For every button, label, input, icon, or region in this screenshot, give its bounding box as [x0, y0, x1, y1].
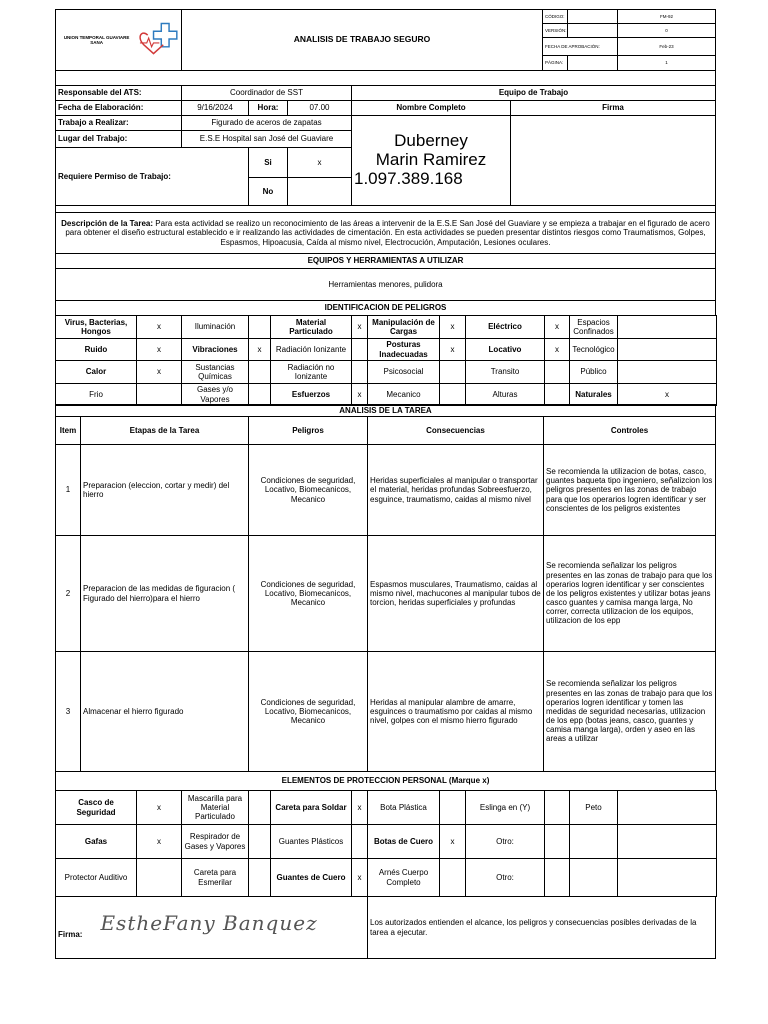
hora-label: Hora:: [248, 100, 288, 116]
task-row-consecuencias: Heridas superficiales al manipular o transportar el material, heridas profundas Sobreesfuerzo, esguince, traumatismo, caidas al mismo nivel: [367, 444, 544, 536]
epp-label-cell: Casco de Seguridad: [55, 790, 137, 825]
hazard-label-cell: Espacios Confinados: [569, 315, 618, 339]
hazard-label-cell: Vibraciones: [181, 338, 249, 361]
epp-label-cell: Guantes Plásticos: [270, 824, 352, 859]
hazard-label-cell: Iluminación: [181, 315, 249, 339]
epp-label-cell: Gafas: [55, 824, 137, 859]
epp-label-cell: Careta para Soldar: [270, 790, 352, 825]
hora-value: 07.00: [287, 100, 352, 116]
hazard-mark-cell[interactable]: [439, 360, 466, 384]
hazard-mark-cell[interactable]: x: [351, 315, 368, 339]
epp-label-cell: [569, 824, 618, 859]
hazard-mark-cell[interactable]: [617, 338, 717, 361]
meta-blank: [567, 55, 618, 71]
hazard-label-cell: Virus, Bacterias, Hongos: [55, 315, 137, 339]
hazard-label-cell: Naturales: [569, 383, 618, 406]
logo-cell: [55, 9, 182, 71]
equipo-trabajo-title: Equipo de Trabajo: [351, 85, 716, 101]
fecha-label: Fecha de Elaboración:: [55, 100, 182, 116]
epp-label-cell: [569, 858, 618, 897]
lugar-value: E.S.E Hospital san José del Guaviare: [181, 130, 352, 148]
hazard-mark-cell[interactable]: x: [439, 338, 466, 361]
hazard-label-cell: Calor: [55, 360, 137, 384]
hazard-mark-cell[interactable]: [351, 338, 368, 361]
epp-label-cell: Respirador de Gases y Vapores: [181, 824, 249, 859]
epp-label-cell: Mascarilla para Material Particulado: [181, 790, 249, 825]
hazard-label-cell: Esfuerzos: [270, 383, 352, 406]
descripcion-cell: [55, 212, 716, 254]
trabajo-label: Trabajo a Realizar:: [55, 115, 182, 131]
epp-label-cell: Arnés Cuerpo Completo: [367, 858, 440, 897]
analisis-title: ANALISIS DE LA TAREA: [55, 404, 716, 417]
firma-header: Firma: [510, 100, 716, 116]
epp-mark-cell[interactable]: [544, 790, 570, 825]
meta-label-version: VERSIÓN:: [542, 23, 568, 38]
col-header-etapas: Etapas de la Tarea: [80, 416, 249, 445]
nombre-completo-header: Nombre Completo: [351, 100, 511, 116]
epp-label-cell: Botas de Cuero: [367, 824, 440, 859]
hazard-label-cell: Frio: [55, 383, 137, 406]
task-row-etapa: Preparacion (eleccion, cortar y medir) del hierro: [80, 444, 249, 536]
epp-mark-cell[interactable]: x: [351, 858, 368, 897]
permiso-si-label: Si: [248, 147, 288, 178]
epp-mark-cell[interactable]: x: [136, 824, 182, 859]
hazard-mark-cell[interactable]: x: [351, 383, 368, 406]
permiso-no-mark[interactable]: [287, 177, 352, 206]
worker-id: 1.097.389.168: [354, 168, 463, 188]
epp-mark-cell[interactable]: [136, 858, 182, 897]
epp-mark-cell[interactable]: [439, 858, 466, 897]
spacer-row: [55, 70, 716, 86]
hazard-mark-cell[interactable]: x: [136, 338, 182, 361]
meta-value-version: 0: [617, 23, 716, 38]
handwritten-signature[interactable]: EstheFany Banquez: [100, 911, 318, 935]
epp-mark-cell[interactable]: [544, 858, 570, 897]
firma-statement: Los autorizados entienden el alcance, los peligros y consecuencias posibles derivadas de la tarea a ejecutar.: [367, 896, 716, 959]
meta-value-pagina: 1: [617, 55, 716, 71]
epp-mark-cell[interactable]: [248, 858, 271, 897]
epp-mark-cell[interactable]: [617, 790, 717, 825]
epp-label-cell: Guantes de Cuero: [270, 858, 352, 897]
worker-cell: [351, 115, 511, 206]
meta-value-fecha-aprobacion: Feb-23: [617, 37, 716, 56]
firma-cell: [55, 896, 368, 959]
hazard-label-cell: Gases y/o Vapores: [181, 383, 249, 406]
task-row-peligros: Condiciones de seguridad, Locativo, Biomecanicos, Mecanico: [248, 444, 368, 536]
equipos-title: EQUIPOS Y HERRAMIENTAS A UTILIZAR: [55, 253, 716, 269]
permiso-label: Requiere Permiso de Trabajo:: [55, 147, 249, 206]
form-title: ANALISIS DE TRABAJO SEGURO: [181, 9, 543, 71]
permiso-si-mark[interactable]: x: [287, 147, 352, 178]
epp-mark-cell[interactable]: [248, 790, 271, 825]
task-row-etapa: Preparacion de las medidas de figuracion ( Figurado del hierro)para el hierro: [80, 535, 249, 652]
hazard-mark-cell[interactable]: x: [617, 383, 717, 406]
col-header-item: Item: [55, 416, 81, 445]
hazard-label-cell: Material Particulado: [270, 315, 352, 339]
epp-mark-cell[interactable]: [439, 790, 466, 825]
hazard-label-cell: Sustancias Químicas: [181, 360, 249, 384]
hazard-mark-cell[interactable]: [544, 360, 570, 384]
heart-cross-logo-icon: [138, 21, 179, 59]
hazard-label-cell: Alturas: [465, 383, 545, 406]
peligros-title: IDENTIFICACION DE PELIGROS: [55, 300, 716, 316]
fecha-value: 9/16/2024: [181, 100, 249, 116]
hazard-label-cell: Transito: [465, 360, 545, 384]
meta-label-codigo: CÓDIGO:: [542, 9, 568, 24]
worker-signature-cell[interactable]: [510, 115, 716, 206]
equipos-value: Herramientas menores, pulidora: [55, 268, 716, 301]
lugar-label: Lugar del Trabajo:: [55, 130, 182, 148]
epp-label-cell: Eslinga en (Y): [465, 790, 545, 825]
hazard-label-cell: Locativo: [465, 338, 545, 361]
epp-label-cell: Otro:: [465, 858, 545, 897]
task-row-item: 3: [55, 651, 81, 772]
task-row-consecuencias: Espasmos musculares, Traumatismo, caidas al mismo nivel, machucones al manipular tubos de torcion, heridas superficiales y profundas: [367, 535, 544, 652]
epp-label-cell: Otro:: [465, 824, 545, 859]
epp-mark-cell[interactable]: [617, 858, 717, 897]
hazard-mark-cell[interactable]: [617, 360, 717, 384]
logo-text: UNION TEMPORAL GUAVIARE SANA: [63, 34, 130, 45]
hazard-label-cell: Posturas Inadecuadas: [367, 338, 440, 361]
hazard-mark-cell[interactable]: [351, 360, 368, 384]
descripcion-label: Descripción de la Tarea:: [61, 218, 154, 228]
hazard-label-cell: Psicosocial: [367, 360, 440, 384]
epp-title: ELEMENTOS DE PROTECCION PERSONAL (Marque x): [55, 771, 716, 791]
meta-label-fecha-aprobacion: FECHA DE APROBACIÓN:: [542, 37, 618, 56]
col-header-controles: Controles: [543, 416, 716, 445]
task-row-peligros: Condiciones de seguridad, Locativo, Biomecanicos, Mecanico: [248, 651, 368, 772]
hazard-label-cell: Manipulación de Cargas: [367, 315, 440, 339]
hazard-mark-cell[interactable]: x: [544, 315, 570, 339]
hazard-label-cell: Público: [569, 360, 618, 384]
epp-label-cell: Careta para Esmerilar: [181, 858, 249, 897]
hazard-mark-cell[interactable]: [248, 383, 271, 406]
meta-blank: [567, 23, 618, 38]
col-header-peligros: Peligros: [248, 416, 368, 445]
task-row-controles: Se recomienda señalizar los peligros presentes en las zonas de trabajo para que los operarios logren identificar y tomen las medidas de seguridad necesarias, utilizacion de los epp (botas jeans, casco, guantes y camisa manga larga), orden y aseo en las areas a utilizar: [543, 651, 716, 772]
col-header-consecuencias: Consecuencias: [367, 416, 544, 445]
epp-mark-cell[interactable]: x: [136, 790, 182, 825]
epp-mark-cell[interactable]: [248, 824, 271, 859]
meta-label-pagina: PÁGINA:: [542, 55, 568, 71]
hazard-mark-cell[interactable]: [136, 383, 182, 406]
task-row-etapa: Almacenar el hierro figurado: [80, 651, 249, 772]
task-row-peligros: Condiciones de seguridad, Locativo, Biomecanicos, Mecanico: [248, 535, 368, 652]
hazard-mark-cell[interactable]: x: [544, 338, 570, 361]
epp-mark-cell[interactable]: [351, 824, 368, 859]
hazard-label-cell: Tecnológico: [569, 338, 618, 361]
hazard-label-cell: Ruido: [55, 338, 137, 361]
epp-mark-cell[interactable]: x: [439, 824, 466, 859]
hazard-mark-cell[interactable]: [248, 315, 271, 339]
task-row-consecuencias: Heridas al manipular alambre de amarre, esguinces o traumatismo por caidas al mismo nivel, golpes con el mismo hierro figurado: [367, 651, 544, 772]
hazard-mark-cell[interactable]: [248, 360, 271, 384]
task-row-item: 1: [55, 444, 81, 536]
trabajo-value: Figurado de aceros de zapatas: [181, 115, 352, 131]
meta-value-codigo: FM-92: [617, 9, 716, 24]
epp-label-cell: Bota Plástica: [367, 790, 440, 825]
responsable-label: Responsable del ATS:: [55, 85, 182, 101]
hazard-mark-cell[interactable]: x: [439, 315, 466, 339]
task-row-item: 2: [55, 535, 81, 652]
permiso-no-label: No: [248, 177, 288, 206]
hazard-mark-cell[interactable]: x: [248, 338, 271, 361]
hazard-mark-cell[interactable]: [617, 315, 717, 339]
hazard-mark-cell[interactable]: [439, 383, 466, 406]
firma-label: Firma:: [58, 929, 83, 939]
hazard-mark-cell[interactable]: x: [136, 360, 182, 384]
hazard-label-cell: Radiación Ionizante: [270, 338, 352, 361]
epp-mark-cell[interactable]: [544, 824, 570, 859]
hazard-label-cell: Eléctrico: [465, 315, 545, 339]
epp-mark-cell[interactable]: [617, 824, 717, 859]
epp-label-cell: Protector Auditivo: [55, 858, 137, 897]
meta-blank: [567, 9, 618, 24]
task-row-controles: Se recomienda señalizar los peligros presentes en las zonas de trabajo para que los operarios logren identificar y ser conscientes de los peligros existentes y utilizar botas jeans casco guantes y camisa manga larga, No correr, correcta utilizacion de los equipos, utilizacion de los epp: [543, 535, 716, 652]
hazard-mark-cell[interactable]: [544, 383, 570, 406]
worker-name: Duberney Marin Ramirez: [375, 131, 487, 170]
descripcion-text: Para esta actividad se realizo un reconocimiento de las áreas a intervenir de la E.S.E San José del Guaviare y se empieza a trabajar en el figurado de acero para obtener el diseño estructural establecido e ir realizando las actividades de cimentación. En esta actividades se pueden presentar distintos riesgos como Traumatismos, Golpes, Espasmos, Hipoacusia, Caída al mismo nivel, Electrocución, Amputación, Lesiones oculares.: [65, 218, 710, 247]
hazard-label-cell: Radiación no Ionizante: [270, 360, 352, 384]
responsable-value: Coordinador de SST: [181, 85, 352, 101]
epp-mark-cell[interactable]: x: [351, 790, 368, 825]
hazard-label-cell: Mecanico: [367, 383, 440, 406]
task-row-controles: Se recomienda la utilizacion de botas, casco, guantes baqueta tipo ingeniero, señalizcion los peligros presentes en las zonas de trabajo para que los operarios logren identificar y ser conscientes de los peligros existentes: [543, 444, 716, 536]
hazard-mark-cell[interactable]: x: [136, 315, 182, 339]
epp-label-cell: Peto: [569, 790, 618, 825]
